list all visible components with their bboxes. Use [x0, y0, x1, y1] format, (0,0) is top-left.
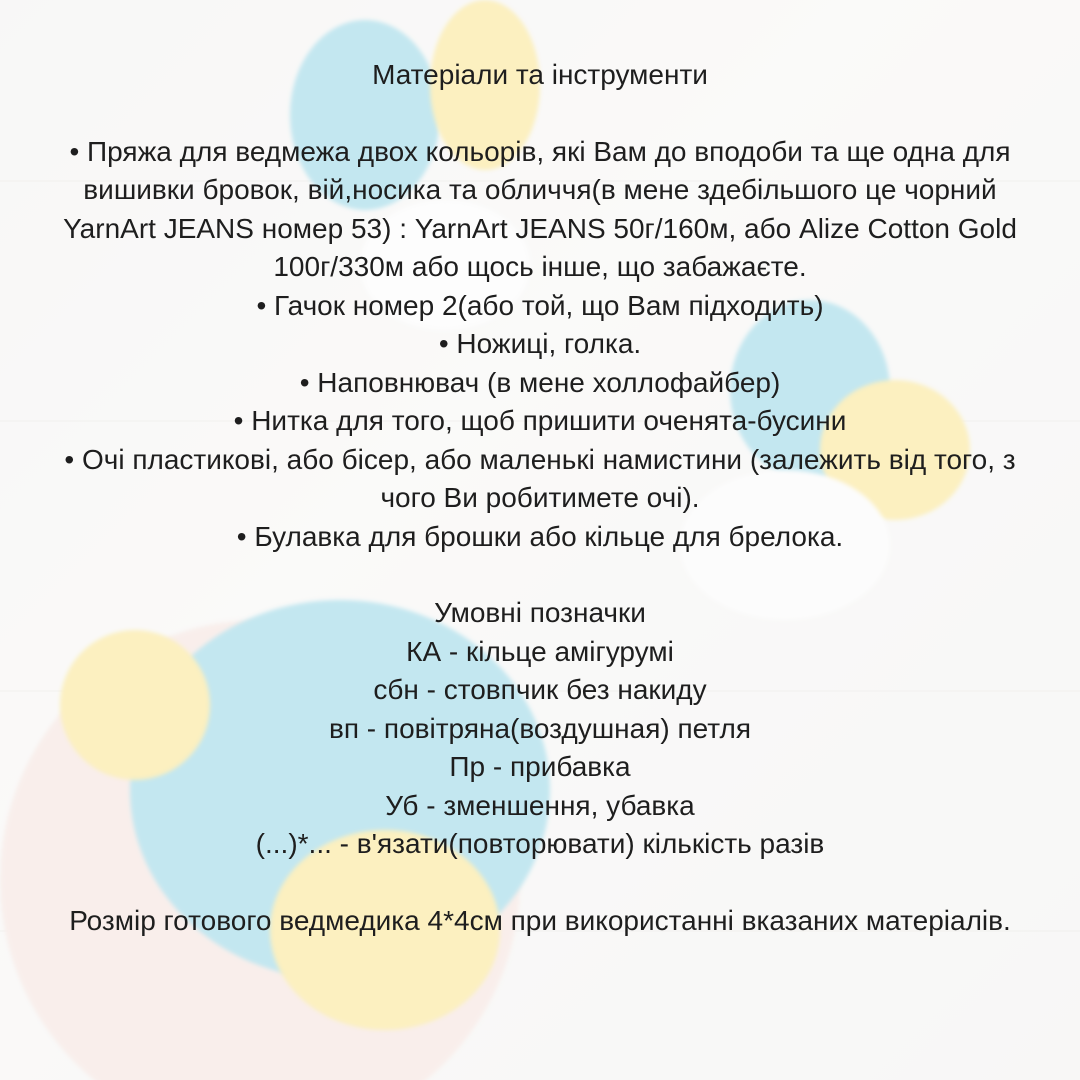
text-card [40, 56, 1040, 940]
size-note: Розмір готового ведмедика 4*4см при використанні вказаних матеріалів. [69, 904, 1011, 936]
legend-item-ub: Уб - зменшення, убавка [385, 789, 695, 821]
legend-item-ka: КА - кільце амігурумі [406, 635, 674, 667]
materials-item-filler: • Наповнювач (в мене холлофайбер) [299, 366, 781, 398]
materials-item-pin: • Булавка для брошки або кільце для брелока. [236, 520, 844, 552]
legend-item-pr: Пр - прибавка [449, 751, 631, 782]
materials-item-hook: • Гачок номер 2(або той, що Вам підходить) [256, 289, 824, 321]
materials-item-scissors: • Ножиці, голка. [438, 328, 642, 359]
legend-item-repeat: (...)*... - в'язати(повторювати) кількість разів [255, 828, 825, 859]
legend-item-vp: вп - повітряна(воздушная) петля [328, 712, 751, 744]
legend-title: Умовні позначки [434, 597, 646, 628]
materials-item-yarn: • Пряжа для ведмежа двох кольорів, які Вам до вподоби та ще одна для вишивки бровок, вій,носика та обличчя(в мене здебільшого це чорний YarnArt JEANS номер 53) : YarnArt JEANS 50г/160м, або Alize Cotton Gold 100г/330м або щось інше, що забажаєте. [63, 135, 1017, 282]
materials-item-thread: • Нитка для того, щоб пришити оченята-бусини [233, 405, 847, 436]
materials-title: Матеріали та інструменти [372, 59, 708, 90]
legend-item-sbn: сбн - стовпчик без накиду [373, 674, 707, 705]
materials-item-eyes: • Очі пластикові, або бісер, або маленькі намистини (залежить від того, з чого Ви робитимете очі). [64, 443, 1016, 513]
